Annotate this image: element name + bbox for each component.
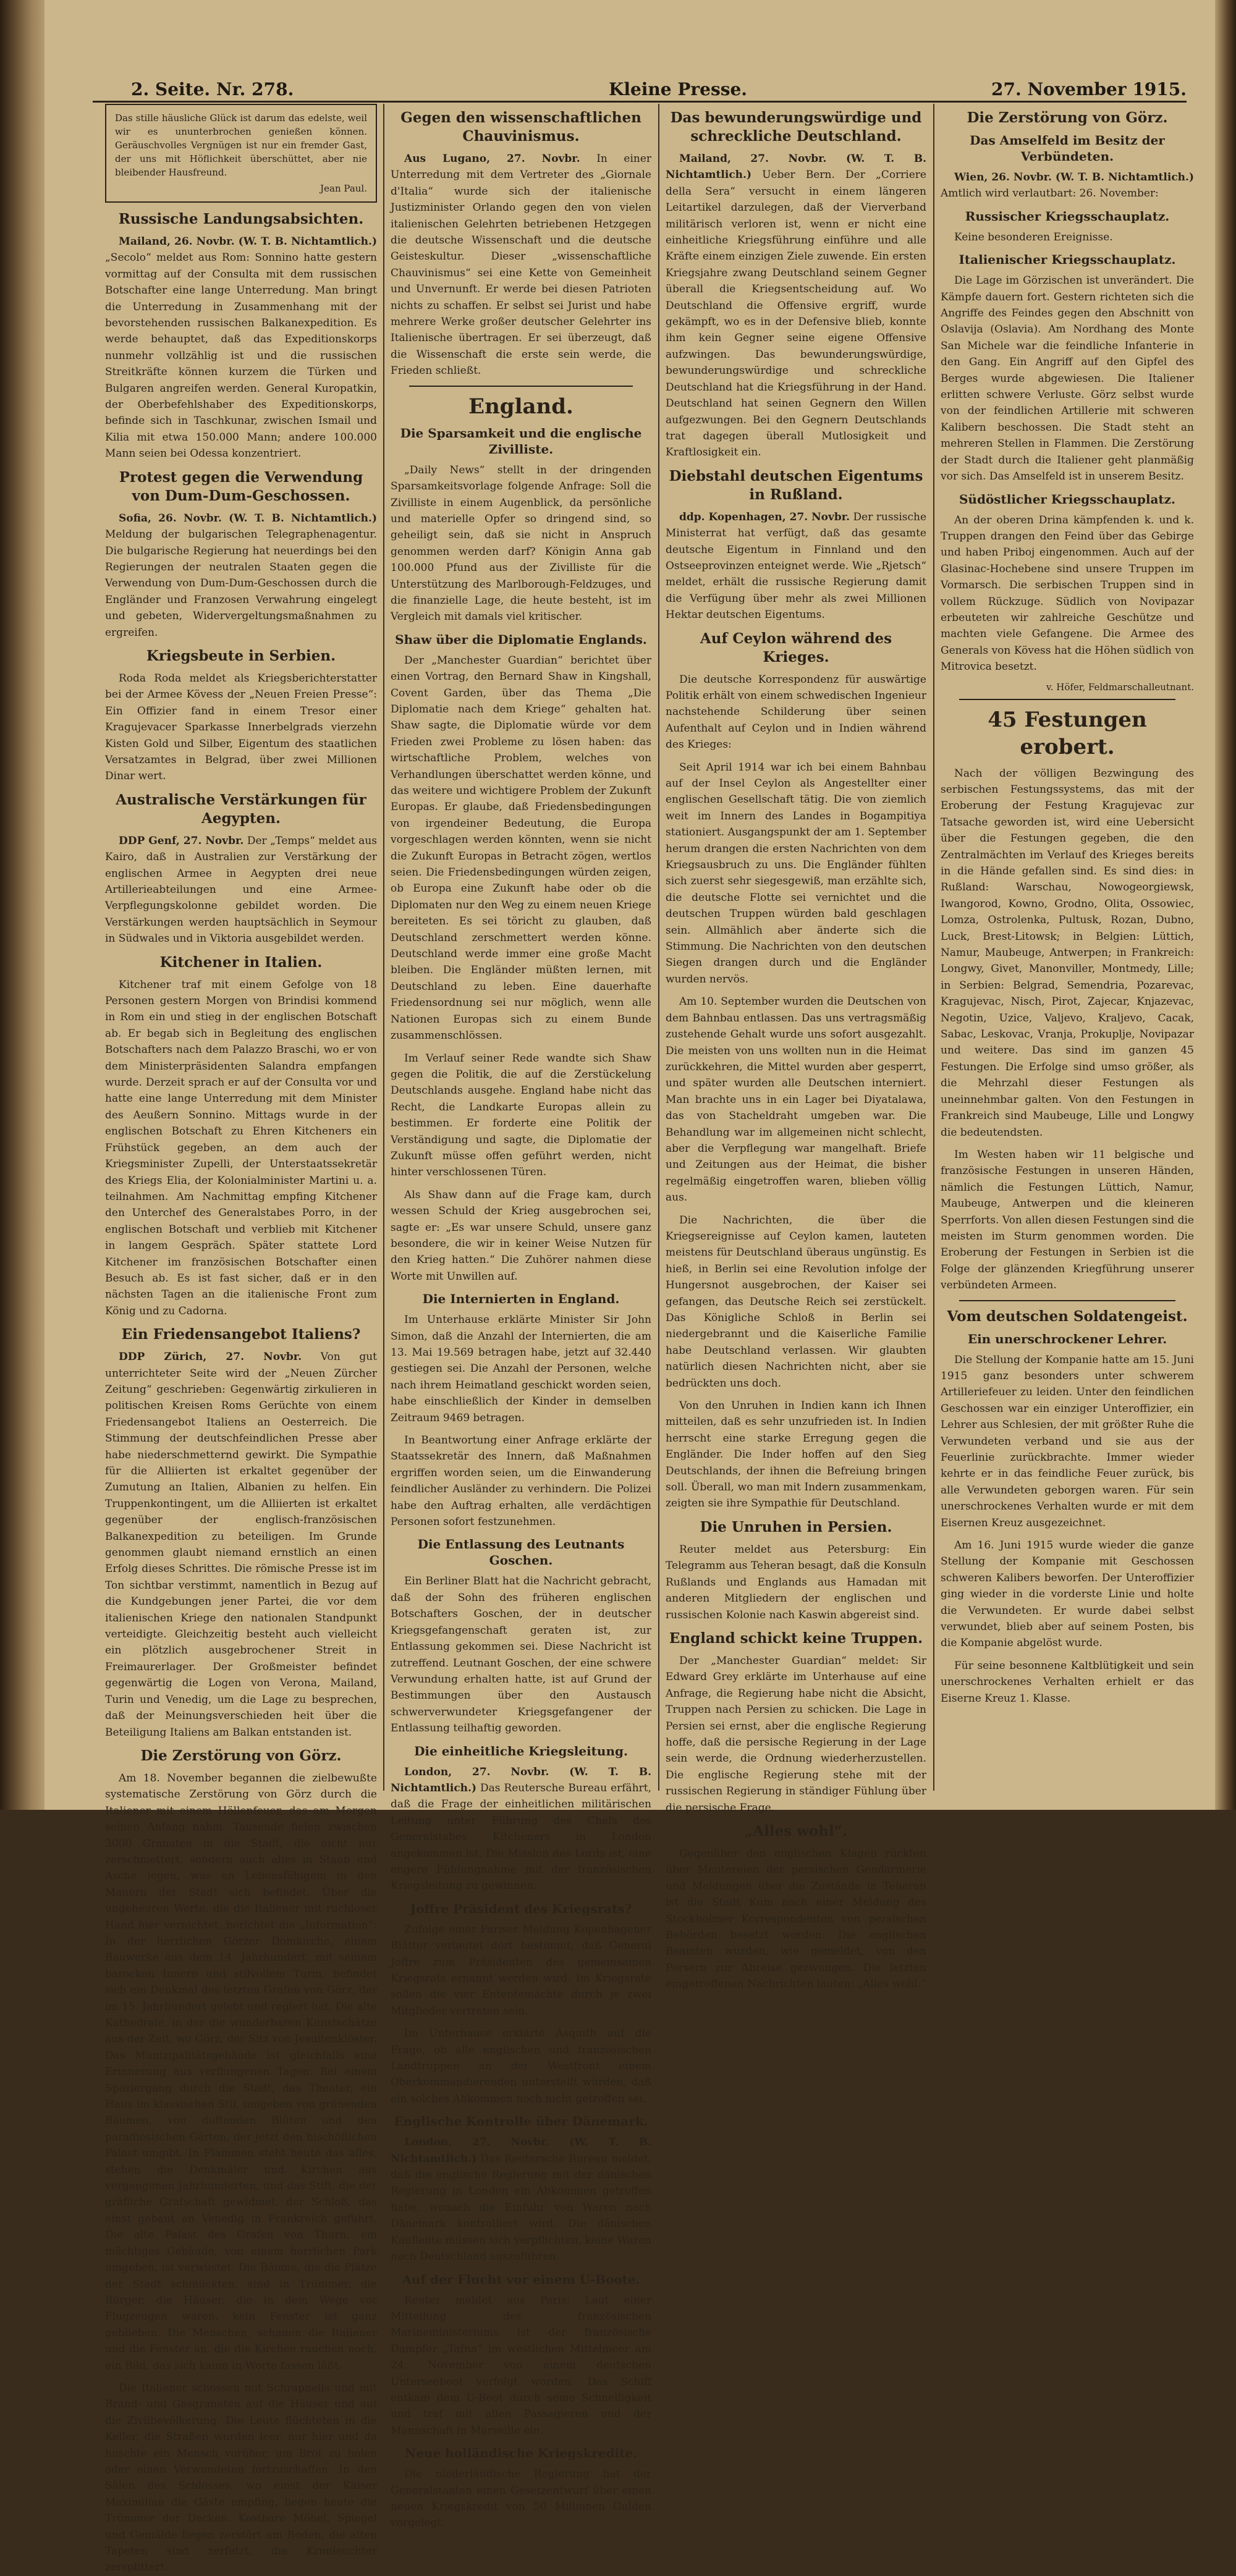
article-subheading: Südöstlicher Kriegsschauplatz. (959, 491, 1175, 507)
article-paragraph: DDP Zürich, 27. Novbr. Von gut unterrichteter Seite wird der „Neuen Zürcher Zeitung“ geschrieben: Gegenwärtig zirkulieren in politischen Kreisen Roms Gerüchte von einem Friedensangebot Italiens an Oesterreich. Die Stimmung der deutschfeindlichen Presse aber habe niederschmetternd gewirkt. Die Sympathie für die Alliierten ist erkaltet gegenüber der Zumutung an Italien, Albanien zu helfen. Ein Truppenkontingent, um die Alliierten ist erkaltet gegenüber der englisch-französischen Balkanexpedition zu beteiligen. Im Grunde genommen glaubt niemand ernstlich an einen Erfolg dieses Schrittes. Die römische Presse ist im Ton sichtbar verstimmt, namentlich in Bezug auf die Kundgebungen jener Partei, die vor dem italienischen Kriege den nationalen Standpunkt verteidigte. Gleichzeitig besteht auch vielleicht ein plötzlich ausgebrochener Streit in Freimaurerlager. Der Großmeister befindet gegenwärtig die Logen von Verona, Mailand, Turin und Venedig, um die Lage zu besprechen, daß der Meinungsverschieden heit über die Beteiligung Italiens am Balkan entstanden ist. (105, 1351, 377, 1739)
column-2 (391, 104, 652, 2530)
article-paragraph: Zufolge einer Pariser Meldung Kopenhagener Blätter verlautet dort bestimmt, daß General Joffre zum Präsidenten des gemeinsamen Kriegsrats ernannt werden wird. Im Kriegsrate sollen die vier Ententemächte durch je zwei Mitglieder vertreten sein. (391, 1923, 651, 2017)
article-paragraph: An der oberen Drina kämpfenden k. und k. Truppen drangen den Feind über das Gebirge und haben Priboj eingenommen. Auch auf der Glasinac-Hochebene sind unsere Truppen im Vormarsch. Die serbischen Truppen sind in vollem Rückzuge. Südlich von Novipazar erbeuteten wir zahlreiche Geschütze und machten viele Gefangene. Die Armee des Generals von Kövess hat die Höhen südlich von Mitrovica besetzt. (941, 513, 1194, 674)
signature: v. Höfer, Feldmarschalleutnant. (1046, 681, 1194, 693)
article-heading: Protest gegen die Verwendung von Dum-Dum-Geschossen. (119, 468, 363, 504)
column-separator (383, 104, 384, 1791)
article-subheading: Italienischer Kriegsschauplatz. (959, 252, 1176, 268)
article-paragraph: Im Westen haben wir 11 belgische und französische Festungen in unseren Händen, nämlich die Festungen Lüttich, Namur, Maubeuge, Antwerpen und die kleineren Sperrforts. Von allen diesen Festungen sind die meisten im Sturm genommen worden. Die Eroberung der Festungen in Serbien ist die Folge der glänzenden Kriegführung unserer verbündeten Armeen. (941, 1148, 1194, 1292)
column-4 (941, 104, 1194, 1791)
dateline: DDP Zürich, 27. Novbr. (119, 1351, 302, 1364)
article-paragraph: Am 18. November begannen die zielbewußte systematische Zerstörung von Görz durch die Italiener mit einem Höllenfeuer, das am Morgen seinen Anfang nahm. Tausende fielen zwischen 3000 Granaten in die Stadt, die nicht nur zerschmettert, sondern auch alles in Staub und Asche legen, was an Lebensfähigem in den Mauern der Stadt sich befindet. Über die ungeheuren Werte, die die Italiener mit ruchloser Hand hier vernichtet, berichtet die „Information“: In der herrlichen Görzer Domkirche, einem Bauwerke aus dem 14. Jahrhundert, mit seinem barocken Innern und stilvollem Turm, befindet sich ein Denkmal des letzten Grafen von Görz, der im 15. Jahrhundert gelebt und regiert hat. Die alte Kathedrale, in der die wunderbaren Kunstschätze aus der Zeit, wo Görz, der Sitz von Jesuitenklöster. Das Munizipalitätsgebäude ist gleichfalls eine Erinnerung aus verflungenen Tagen. Bei einem Spaziergang durch die Stadt, das Theater, ein Haus im klassischen Stil, umgeben von grünenden Bäumen, von duftenden Blüten und den paradiesischen Gärten, der jetzt den bischöflichen Palast umgibt. In Flammen steht heute das alles, stehen die Denkmäler und Kirchen aus vergangenen Jahrhunderten, und das Stift, die der gräfliche Grafschaft gewidmet, der Schloß, das einst gebaut an Venedig in Frankreich geführt. Die alte Palast des Grafen von Thurn, ein mächtiges Gebäude, von einem herrlichen Park umgeben, ist verwüstet. Die Bäume, die die Plätze der Stadt schmückten, sind in Trümmer, die Bürger, die Häuser, die in dem Wege vor Flugzeugen waren, kein Fenster ist ganz geblieben. Die Menschen, schauen die Italiener und die Fenster an, die die Kirchen rauchen noch, ein Bild, das sich kaum in Worte fassen läßt. (105, 1772, 377, 2372)
article-heading: Englische Kontrolle über Dänemark. (394, 2114, 648, 2129)
article-paragraph: Im Unterhause erklärte Asquith auf die Frage, ob alle englischen und französischen Landtruppen an der Westfront einem Oberkommandierenden unterstellt würden, daß ein solches Abkommen noch nicht getroffen sei. (391, 2027, 651, 2105)
article-paragraph: Nach der völligen Bezwingung des serbischen Festungssystems, das mit der Eroberung der Festung Kragujevac zur Tatsache geworden ist, wird eine Uebersicht über die Festungen gegeben, die den Zentralmächten im Verlauf des Krieges bereits in die Hände gefallen sind. Es sind dies: in Rußland: Warschau, Nowogeorgiewsk, Iwangorod, Kowno, Grodno, Olita, Ossowiec, Lomza, Ostrolenka, Pultusk, Rozan, Dubno, Luck, Brest-Litowsk; in Belgien: Lüttich, Namur, Maubeuge, Antwerpen; in Frankreich: Longwy, Givet, Manonviller, Montmedy, Lille; in Serbien: Belgrad, Semendria, Pozarevac, Kragujevac, Nisch, Pirot, Zajecar, Knjazevac, Negotin, Uzice, Valjevo, Kraljevo, Cacak, Sabac, Leskovac, Vranja, Prokuplje, Novipazar und weitere. Das sind im ganzen 45 Festungen. Die Erfolge sind umso größer, als die Mehrzahl dieser Festungen als uneinnehmbar galten. Von den Festungen in Frankreich sind Maubeuge, Lille und Longwy die bedeutendsten. (941, 767, 1194, 1139)
dateline: London, 27. Novbr. (W. T. B. Nichtamtlich.) (391, 2136, 651, 2165)
article-paragraph: Am 10. September wurden die Deutschen von dem Bahnbau entlassen. Das uns vertragsmäßig zustehende Gehalt wurde uns sofort ausgezahlt. Die meisten von uns wollten nun in die Heimat zurückkehren, die Mittel wurden aber gesperrt, und später wurden alle Deutschen interniert. Man brachte uns in ein Lager bei Diyatalawa, das von Stacheldraht umgeben war. Die Behandlung war im allgemeinen nicht schlecht, aber die Verpflegung war mangelhaft. Briefe und Zeitungen aus der Heimat, die bisher regelmäßig eingetroffen waren, blieben völlig aus. (666, 995, 926, 1204)
book-edge-right (1215, 0, 1236, 1810)
article-heading: Das bewunderungswürdige und schreckliche Deutschland. (670, 109, 922, 145)
article-paragraph: London, 27. Novbr. (W. T. B. Nichtamtlich.) Das Reutersche Bureau erfährt, daß die Frage der einheitlichen militärischen Leitung unter Führung des Chefs des Generalstabes Kitcheners in London angekommen ist. Die Mission des Lords ist, eine engere Fühlungnahme mit der französischen Kriegsleitung zu gewinnen. (391, 1765, 652, 1893)
article-paragraph: Als Shaw dann auf die Frage kam, durch wessen Schuld der Krieg ausgebrochen sei, sagte er: „Es war unsere Schuld, unsere ganz besondere, die wir in keiner Weise Nutzen für den Krieg hatten.“ Die Zuhörer nahmen diese Worte mit Unwillen auf. (391, 1188, 651, 1283)
article-paragraph: Die niederländische Regierung hat der Generalstaaten einen Gesetzentwurf über einen neuen Kriegskredit von 50 Millionen Gulden vorgelegt. (391, 2468, 651, 2530)
page-header (93, 79, 1187, 103)
article-heading: Joffre Präsident des Kriegsrats? (410, 1901, 632, 1916)
column-separator (658, 104, 659, 1791)
masthead: Kleine Presse. (609, 79, 748, 99)
quote-author: Jean Paul. (320, 183, 367, 194)
article-paragraph: Von den Unruhen in Indien kann ich Ihnen mitteilen, daß es sehr unzufrieden ist. In Indien herrscht eine starke Erregung gegen die Engländer. Die Inder hoffen auf den Sieg Deutschlands, der ihnen die Befreiung bringen soll. Überall, wo man mit Indern zusammenkam, zeigten sie ihre Sympathie für Deutschland. (666, 1400, 926, 1510)
article-paragraph: Der „Manchester Guardian“ berichtet über einen Vortrag, den Bernard Shaw in Kingshall, Covent Garden, über das Thema „Die Diplomatie nach dem Kriege“ gehalten hat. Shaw sagte, die Diplomatie würde vor dem Frieden zwei Probleme zu lösen haben: das wirtschaftliche Problem, welches von Verhandlungen überschattet werden könne, und das weitere und wichtigere Problem der Zukunft Europas. Er glaube, daß Friedensbedingungen von irgendeiner Bedeutung, die Europa vorgeschlagen werden könnten, wenn sie nicht die Zukunft Europas in Betracht zögen, wertlos seien. Die Friedensbedingungen würden zeigen, ob Europa eine Zukunft habe oder ob die Diplomaten nur den Weg zu einem neuen Kriege bereiteten. Es sei töricht zu glauben, daß Deutschland zerschmettert werden könne. Deutschland werde immer eine große Macht bleiben. Die Engländer müßten lernen, mit Deutschland zu leben. Eine dauerhafte Friedensordnung sei nur möglich, wenn alle Nationen Europas sich zu einem Bunde zusammenschlössen. (391, 654, 651, 1042)
dateline: Mailand, 26. Novbr. (W. T. B. Nichtamtlich.) (119, 235, 377, 248)
article-paragraph: Die Nachrichten, die über die Kriegsereignisse auf Ceylon kamen, lauteten meistens für Deutschland überaus ungünstig. Es hieß, in Berlin sei eine Revolution infolge der Hungersnot ausgebrochen, der Kaiser sei gefangen, das Deutsche Reich sei zerstückelt. Das Königliche Schloß in Berlin sei niedergebrannt und die Kaiserliche Familie habe Deutschland verlassen. Wir glaubten natürlich diesen Nachrichten nicht, aber sie bedrückten uns doch. (666, 1214, 926, 1390)
dateline: Wien, 26. Novbr. (W. T. B. Nichtamtlich.) (954, 171, 1194, 184)
article-paragraph: Für seine besonnene Kaltblütigkeit und sein unerschrockenes Verhalten erhielt er das Eiserne Kreuz 1. Klasse. (941, 1659, 1194, 1705)
column-1 (105, 104, 377, 2574)
article-paragraph: Mailand, 27. Novbr. (W. T. B. Nichtamtlich.) Ueber Bern. Der „Corriere della Sera“ versucht in einem längeren Leitartikel darzulegen, daß der Vierverband militärisch verloren ist, wenn er nicht eine einheitliche Kriegsführung einführe und alle Kräfte einem einzigen Ziele zuwende. Ein ersten Kriegsjahre zwang Deutschland seinem Gegner überall die Kriegsentscheidung auf. Wo Deutschland die Offensive ergriff, wurde gekämpft, wo es in der Defensive blieb, konnte ihm kein Gegner seine eigene Offensive aufzwingen. Das bewunderungswürdige, bewunderungswürdige und schreckliche Deutschland hat die Kriegsführung in der Hand. Deutschland hat seinen Gegnern den Willen aufgezwungen. Bei den Gegnern Deutschlands trat dagegen überall Mutlosigkeit und Kraftlosigkeit ein. (666, 153, 926, 459)
article-paragraph: London, 27. Novbr. (W. T. B. Nichtamtlich.) Das Reutersche Bureau meldet, daß die englische Regierung mit der dänischen Regierung in London ein Abkommen getroffen habe, wonach die Einfuhr von Waren nach Dänemark kontrolliert wird. Die dänischen Kaufleute müssen sich verpflichten, keine Waren nach Deutschland auszuführen. (391, 2136, 652, 2263)
article-heading: Diebstahl deutschen Eigentums in Rußland. (669, 467, 923, 503)
article-heading: Auf der Flucht vor einem U-Boote. (402, 2271, 640, 2287)
article-heading: Die Zerstörung von Görz. (967, 109, 1168, 126)
article-heading: Auf Ceylon während des Krieges. (700, 630, 892, 665)
article-heading: Die Sparsamkeit und die englische Zivilliste. (400, 425, 642, 457)
article-subheading: Russischer Kriegsschauplatz. (965, 208, 1170, 224)
issue-date: 27. November 1915. (991, 79, 1187, 99)
section-heading: England. (468, 394, 574, 419)
article-paragraph: Ein Berliner Blatt hat die Nachricht gebracht, daß der Sohn des früheren englischen Botschafters Goschen, der in deutscher Kriegsgefangenschaft geraten ist, zur Entlassung gekommen sei. Diese Nachricht ist zutreffend. Leutnant Goschen, der eine schwere Verwundung erhalten hatte, ist auf Grund der Bestimmungen über den Austausch schwerverwundeter Kriegsgefangener der Entlassung teilhaftig geworden. (391, 1575, 651, 1735)
article-paragraph: Gegenüber den englischen Klagen rückten über Meutereien der persischen Gendarmerie und Meldungen über die Zustände in Teheran ist die Stadt Kum nach einer Meldung des Stockholmer Korrespondenten von persischen Behörden besetzt worden. Die englischen Beamten wurden, wie gemeldet, von den Persern zur Abreise gezwungen. Die letzten eingetroffenen Nachrichten lauten: „Alles wohl.“ (666, 1847, 926, 1991)
article-heading: Australische Verstärkungen für Aegypten. (116, 791, 366, 827)
column-3 (666, 104, 927, 1991)
section-heading: 45 Festungen erobert. (988, 707, 1147, 759)
article-paragraph: Die Stellung der Kompanie hatte am 15. Juni 1915 ganz besonders unter schwerem Artilleriefeuer zu leiden. Unter den feindlichen Geschossen war ein einziger Unteroffizier, ein Lehrer aus Schlesien, der mit größter Ruhe die Verwundeten verband und sie aus der Feuerlinie zurückbrachte. Immer wieder kehrte er in das feindliche Feuer zurück, bis alle Verwundeten geborgen waren. Für sein unerschrockenes Verhalten wurde er mit dem Eisernen Kreuz ausgezeichnet. (941, 1353, 1194, 1529)
article-heading: England schickt keine Truppen. (669, 1629, 923, 1647)
article-paragraph: Sofia, 26. Novbr. (W. T. B. Nichtamtlich.) Meldung der bulgarischen Telegraphenagentur. Die bulgarische Regierung hat neuerdings bei den Regierungen der neutralen Staaten gegen die Verwendung von Dum-Dum-Geschossen durch die Engländer und Franzosen Verwahrung eingelegt und gebeten, Widervergeltungsmaßnahmen zu ergreifen. (105, 512, 377, 639)
article-paragraph: Seit April 1914 war ich bei einem Bahnbau auf der Insel Ceylon als Angestellter einer englischen Gesellschaft tätig. Die von ziemlich weit im Innern des Landes in Bogampitiya stationiert. Ausgangspunkt der am 1. September herum drangen die ersten Nachrichten von dem Kriegsausbruch zu uns. Die Engländer fühlten sich zuerst sehr siegesgewiß, man erzählte sich, die deutsche Flotte sei vernichtet und die deutschen Truppen würden bald geschlagen sein. Allmählich aber änderte sich die Stimmung. Die Nachrichten von den deutschen Siegen drangen durch und die Engländer wurden nervös. (666, 761, 926, 986)
article-heading: Die Unruhen in Persien. (700, 1518, 892, 1535)
article-paragraph: Die Lage im Görzischen ist unverändert. Die Kämpfe dauern fort. Gestern richteten sich die Angriffe des Feindes gegen den Abschnitt von Oslavija (Oslavia). Am Nordhang des Monte San Michele war die feindliche Infanterie in den Gang. Ein Angriff auf den Gipfel des Berges wurde abgewiesen. Die Italiener erlitten schwere Verluste. Görz selbst wurde von der feindlichen Artillerie mit schweren Kalibern beschossen. Die Stadt steht an mehreren Stellen in Flammen. Die Zerstörung der Stadt durch die Italiener geht planmäßig vor sich. Das Amselfeld ist in unserem Besitz. (941, 274, 1194, 483)
article-heading: Gegen den wissenschaftlichen Chauvinismus. (400, 109, 641, 145)
divider (409, 386, 633, 387)
divider (959, 1300, 1175, 1301)
article-heading: Die einheitliche Kriegsleitung. (414, 1743, 628, 1759)
article-paragraph: In Beantwortung einer Anfrage erklärte der Staatssekretär des Innern, daß Maßnahmen ergriffen worden seien, um die Einwanderung feindlicher Ausländer zu verhindern. Die Polizei habe den Auftrag erhalten, alle verdächtigen Personen sofort festzunehmen. (391, 1434, 651, 1529)
article-paragraph: Keine besonderen Ereignisse. (954, 230, 1113, 243)
divider (959, 699, 1175, 700)
article-paragraph: Reuter meldet aus Paris: Laut einer Mitteilung des französischen Marineministeriums ist der französische Dampfer „Tafna“ im westlichen Mittelmeer am 24. November von einem deutschen Unterseeboot verfolgt worden. Das Schiff entkam dem U-Boot durch seine Schnelligkeit und traf mit allen Passagieren und der Mannschaft in Marseille ein. (391, 2294, 651, 2437)
article-heading: Kriegsbeute in Serbien. (146, 647, 336, 664)
article-heading: Russische Landungsabsichten. (118, 211, 364, 227)
article-paragraph: Im Unterhause erklärte Minister Sir John Simon, daß die Anzahl der Internierten, die am 13. Mai 19.569 betragen habe, jetzt auf 32.440 gestiegen sei. Die Anzahl der Personen, welche nach ihrem Heimatland geschickt worden seien, habe einschließlich der Kinder in demselben Zeitraum 9469 betragen. (391, 1314, 651, 1424)
article-heading: Kitchener in Italien. (159, 953, 323, 971)
dateline: Sofia, 26. Novbr. (W. T. B. Nichtamtlich.) (119, 512, 377, 525)
dateline: Aus Lugano, 27. Novbr. (404, 153, 580, 165)
article-paragraph: Die deutsche Korrespondenz für auswärtige Politik erhält von einem schwedischen Ingenieur nachstehende Schilderung über seinen Aufenthalt auf Ceylon und in Indien während des Krieges: (666, 673, 926, 751)
article-heading: Die Entlassung des Leutnants Goschen. (417, 1537, 625, 1568)
header-rule (93, 101, 1187, 103)
quote-box (105, 104, 377, 203)
column-separator (933, 104, 934, 1791)
article-heading: Shaw über die Diplomatie Englands. (395, 631, 647, 647)
dateline: London, 27. Novbr. (W. T. B. Nichtamtlich.) (391, 1765, 651, 1794)
quote-text: Das stille häusliche Glück ist darum das edelste, weil wir es ununterbrochen genießen können. Geräuschvolles Vergnügen ist nur ein fremder Gast, der uns mit Höflichkeit überschüttet, aber nie bleibender Hausfreund. (115, 112, 367, 178)
article-paragraph: Reuter meldet aus Petersburg: Ein Telegramm aus Teheran besagt, daß die Konsuln Rußlands und Englands aus Hamadan mit anderen Mitgliedern der englischen und russischen Kolonie nach Kaswin abgereist sind. (666, 1543, 926, 1621)
dateline: ddp. Kopenhagen, 27. Novbr. (679, 510, 850, 523)
article-paragraph: „Daily News“ stellt in der dringenden Sparsamkeitsvorlage folgende Anfrage: Soll die Zivilliste in einem Augenblick, da persönliche und materielle Opfer so dringend sind, so geheiligt sein, daß sie nicht in Anspruch genommen werden darf? Königin Anna gab 100.000 Pfund aus der Zivilliste für die Unterstützung des Marlborough-Feldzuges, und die finanzielle Lage, die heute besteht, ist im Vergleich mit damals viel kritischer. (391, 463, 651, 623)
page-number: 2. Seite. Nr. 278. (131, 79, 294, 99)
article-paragraph: DDP Genf, 27. Novbr. Der „Temps“ meldet aus Kairo, daß in Australien zur Verstärkung der englischen Armee in Aegypten drei neue Artillerieabteilungen und eine Armee-Verpflegungskolonne gebildet worden. Die Verstärkungen werden hauptsächlich in Seymour in Südwales und in Viktoria ausgebildet werden. (105, 834, 377, 945)
dateline: DDP Genf, 27. Novbr. (119, 834, 244, 847)
article-heading: Die Zerstörung von Görz. (140, 1747, 342, 1764)
article-paragraph: Kitchener traf mit einem Gefolge von 18 Personen gestern Morgen von Brindisi kommend in Rom ein und stieg in der englischen Botschaft ab. Er begab sich in Begleitung des englischen Botschafters nach dem Palazzo Braschi, wo er von dem Ministerpräsidenten Salandra empfangen wurde. Derzeit sprach er auf der Consulta vor und hatte eine lange Unterredung mit dem Minister des Aeußern Sonnino. Mittags wurde in der englischen Botschaft zu Ehren Kitcheners ein Frühstück gegeben, an dem auch der Kriegsminister Zupelli, der Unterstaatssekretär des Kriegs Elia, der Kolonialminister Martini u. a. teilnahmen. Am Nachmittag empfing Kitchener den Unterchef des Generalstabes Porro, in der englischen Botschaft und verblieb mit Kitchener in langem Gespräch. Später stattete Lord Kitchener im französischen Botschafter einen Besuch ab. Es ist fast sicher, daß er in den nächsten Tagen an die italienische Front zum König und zu Cadorna. (105, 978, 377, 1317)
article-paragraph: Die Italiener schossen mit Schrapnells und mit Brand- und Gasgranaten auf die Häuser und auf die Zivilbevölkerung. Die Leute flüchteten in die Keller, die Straßen wurden leer, nur hier und da huschte ein Mensch vorüber, um Brot zu holen oder einen Verwundeten fortzuschaffen. In den Sälen des Schlosses, wo einst der Kaiser Maximilian die Gäste empfing, liegen heute die Trümmer der Decken. Kostbare Möbel, Spiegel und Gemälde liegen zerstört am Boden; die alten Tapeten sind zerfetzt, die Kronleuchter zersplittert. (105, 2381, 377, 2574)
article-paragraph: Wien, 26. Novbr. (W. T. B. Nichtamtlich.) Amtlich wird verlautbart: 26. November: (941, 171, 1194, 200)
article-paragraph: Aus Lugano, 27. Novbr. In einer Unterredung mit dem Vertreter des „Giornale d'Italia“ wurde sich der italienische Justizminister Orlando gegen den von vielen italienischen Gelehrten betriebenen Hetzgegen die deutsche Wissenschaft und die deutsche Geisteskultur. Dieser „wissenschaftliche Chauvinismus“ sei eine Kette von Gemeinheit und Unvernunft. Er werde bei diesen Patrioten nichts zu schaffen. Er selbst sei Jurist und habe mehrere Werke großer deutscher Gelehrter ins Italienische übertragen. Er sei überzeugt, daß die Wissenschaft die erste sein werde, die Frieden schließt. (391, 153, 652, 378)
section-heading: Vom deutschen Soldatengeist. (947, 1307, 1188, 1325)
article-paragraph: Im Verlauf seiner Rede wandte sich Shaw gegen die Politik, die auf die Zerstückelung Deutschlands ausgehe. England habe nicht das Recht, die Landkarte Europas allein zu bestimmen. Er forderte eine Politik der Verständigung und sagte, die Diplomatie der Zukunft müsse offen geführt werden, nicht hinter verschlossenen Türen. (391, 1052, 651, 1179)
article-paragraph: Mailand, 26. Novbr. (W. T. B. Nichtamtlich.) „Secolo“ meldet aus Rom: Sonnino hatte gestern vormittag auf der Consulta mit dem russischen Botschafter eine lange Unterredung. Man bringt die Unterredung in Zusammenhang mit der bevorstehenden russischen Balkanexpedition. Es werde behauptet, daß das Expeditionskorps nunmehr vollzählig ist und die russischen Streitkräfte können kurzem die Türken und Bulgaren angreifen werden. General Kuropatkin, der Oberbefehlshaber des Expeditionskorps, befinde sich in Taschkunar, zwischen Ismail und Kilia mit etwa 150.000 Mann; andere 100.000 Mann seien bei Odessa konzentriert. (105, 235, 377, 460)
article-paragraph: Roda Roda meldet als Kriegsberichterstatter bei der Armee Kövess der „Neuen Freien Presse“: Ein Offizier fand in einem Tresor einer Kragujevacer Sparkasse Innerbelgrads vierzehn Kisten Gold und Silber, Eigentum des staatlichen Versatzamtes in Belgrad, über zwei Millionen Dinar wert. (105, 672, 377, 783)
article-heading: Ein Friedensangebot Italiens? (121, 1326, 361, 1343)
article-heading: Neue holländische Kriegskredite. (404, 2446, 638, 2461)
article-heading: Die Internierten in England. (422, 1291, 620, 1307)
article-heading: „Alles wohl“. (745, 1822, 847, 1839)
dateline: Mailand, 27. Novbr. (W. T. B. Nichtamtlich.) (666, 153, 926, 182)
article-paragraph: Am 16. Juni 1915 wurde wieder die ganze Stellung der Kompanie mit Geschossen schweren Kalibers beworfen. Der Unteroffizier ging wieder in die vorderste Linie und holte die Verwundeten. Er wurde dabei selbst verwundet, blieb aber auf seinem Posten, bis die Kompanie abgelöst wurde. (941, 1539, 1194, 1650)
article-paragraph: Der „Manchester Guardian“ meldet: Sir Edward Grey erklärte im Unterhause auf eine Anfrage, die Regierung habe nicht die Absicht, Truppen nach Persien zu schicken. Die Lage in Persien sei ernst, aber die englische Regierung hoffe, daß die persische Regierung in der Lage sein werde, die Ordnung wiederherzustellen. Die englische Regierung stehe mit der russischen Regierung in ständiger Fühlung über die persische Frage. (666, 1654, 926, 1814)
article-subheading: Das Amselfeld im Besitz der Verbündeten. (970, 133, 1165, 164)
article-subheading: Ein unerschrockener Lehrer. (967, 1331, 1167, 1346)
article-paragraph: ddp. Kopenhagen, 27. Novbr. Der russische Ministerrat hat verfügt, daß das gesamte deutsche Eigentum in Finnland und den Ostseeprovinzen enteignet werde. Wie „Rjetsch“ meldet, erhält die russische Regierung damit die Verfügung über mehr als zwei Millionen Hektar deutschen Eigentums. (666, 510, 927, 622)
book-binding-left (0, 0, 44, 1810)
